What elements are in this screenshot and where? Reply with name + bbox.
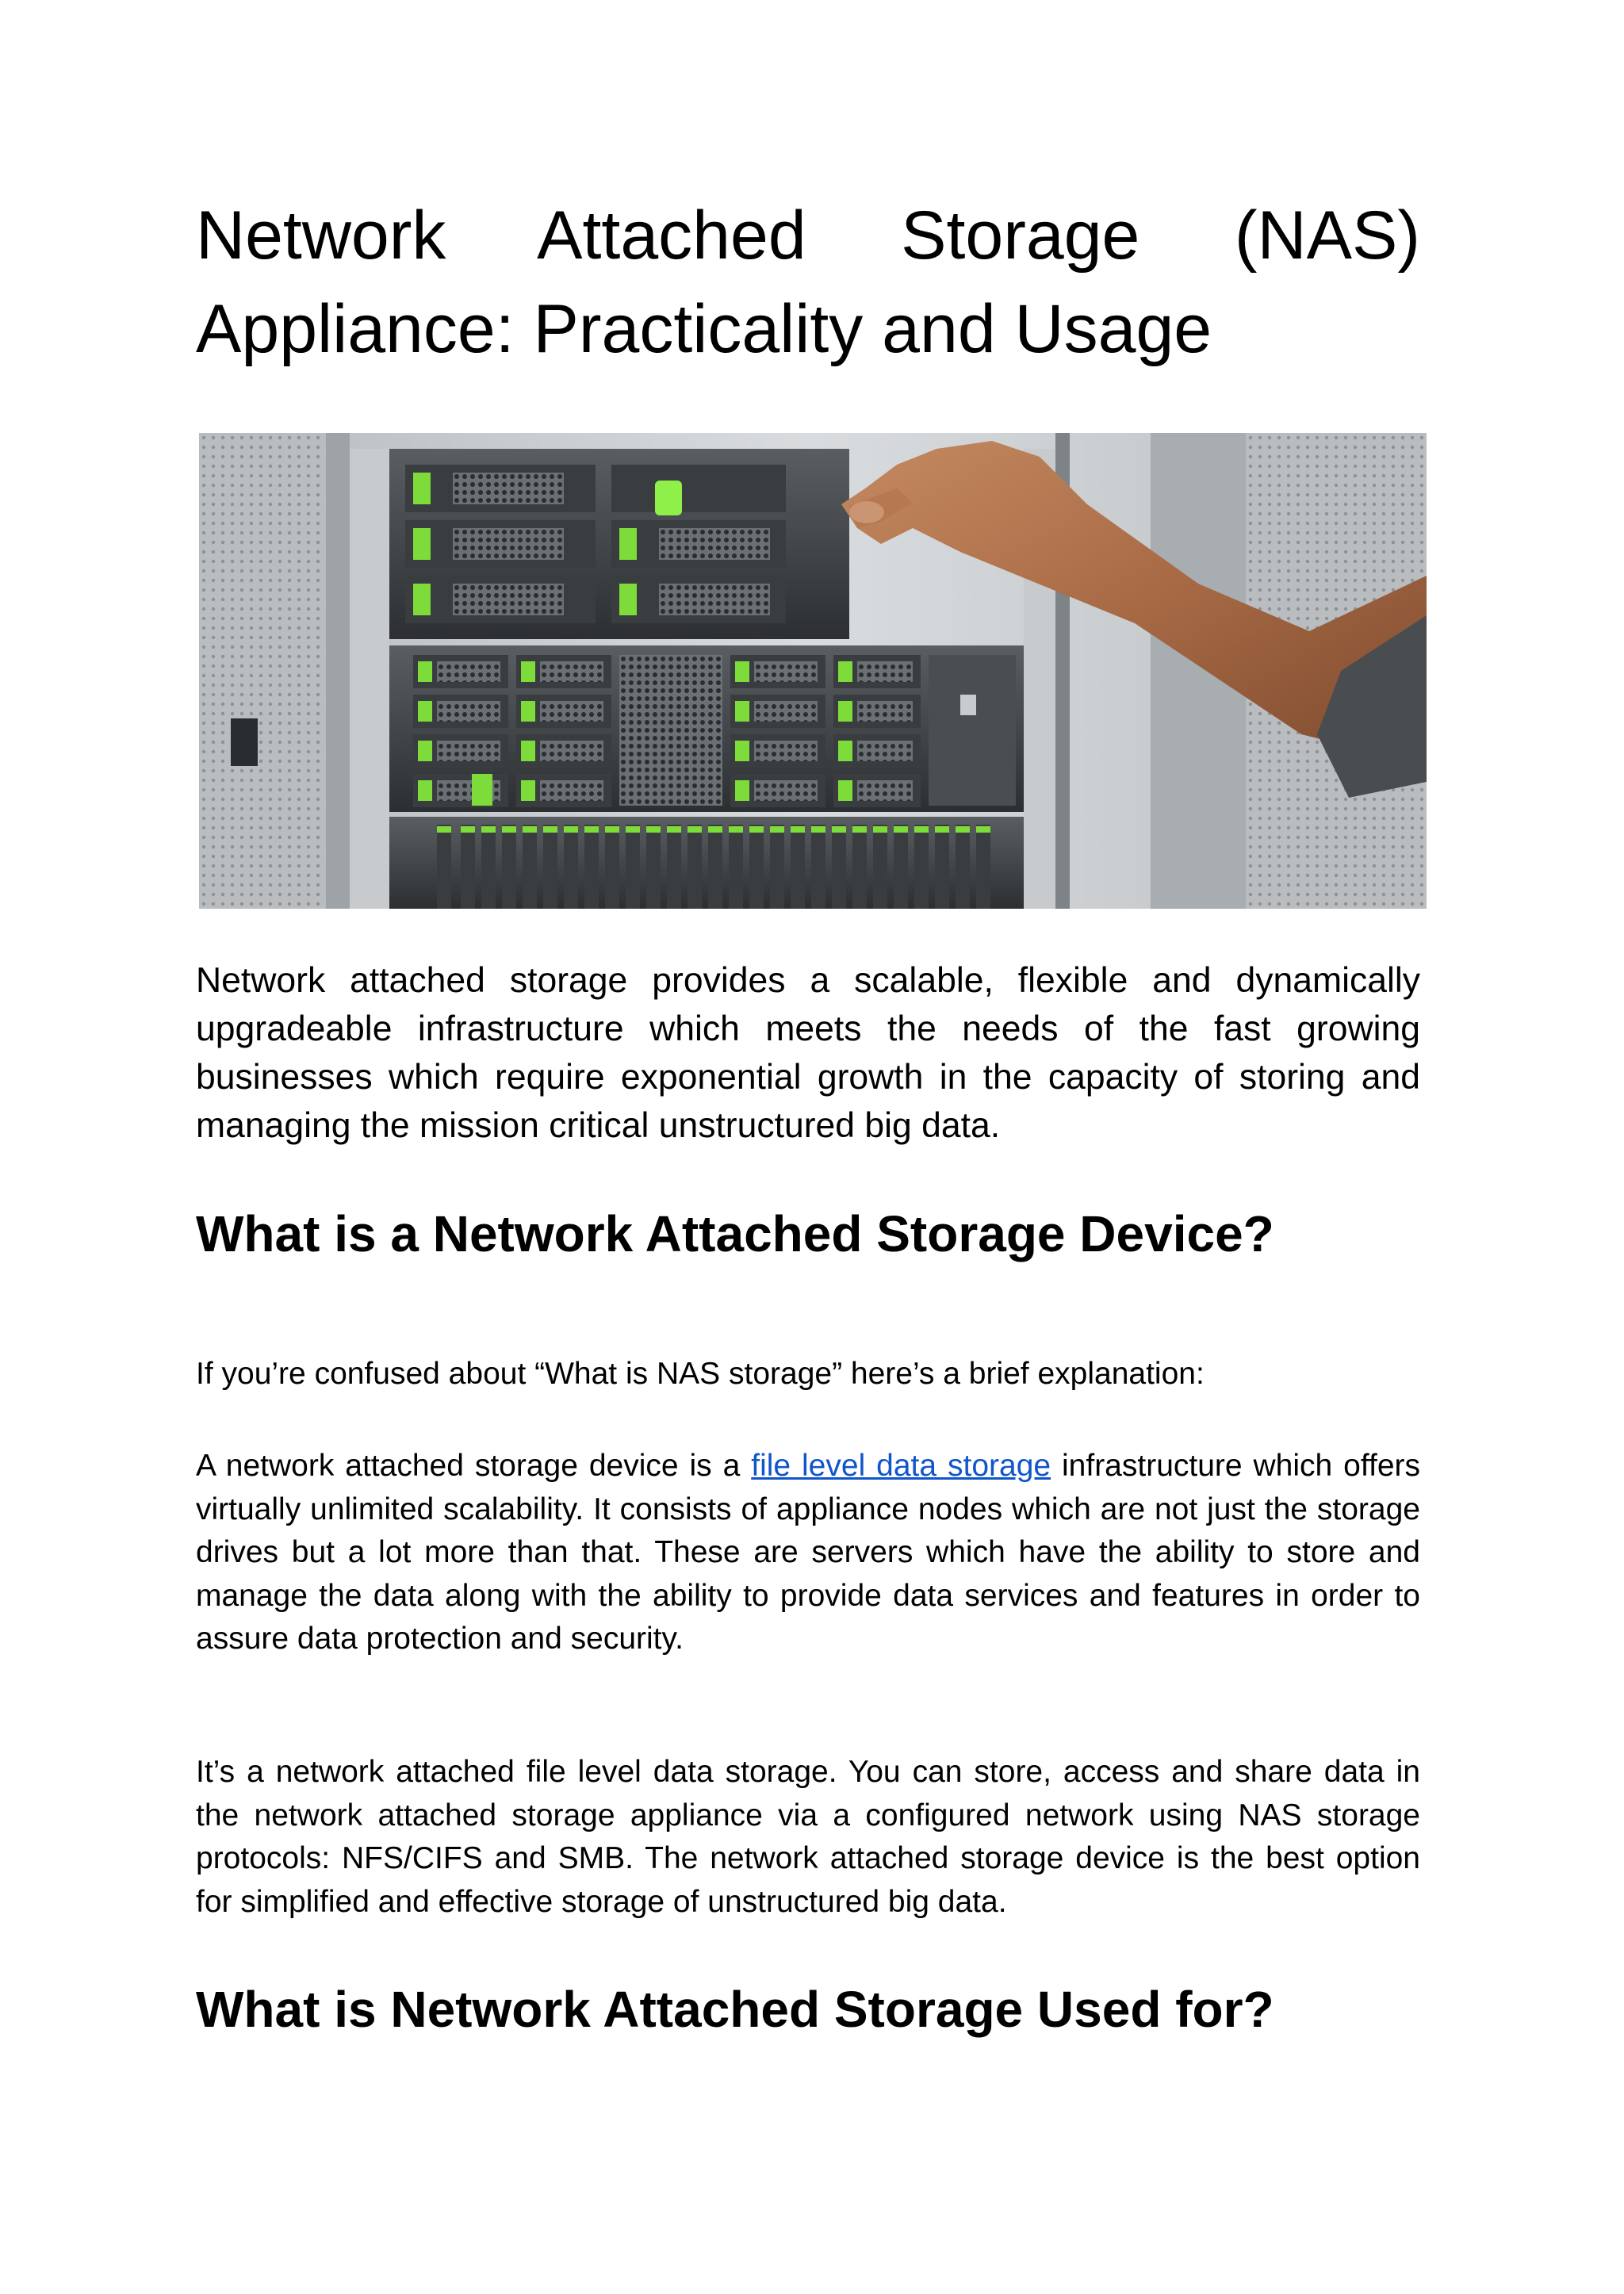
server-rack-illustration xyxy=(199,433,1427,909)
confused-paragraph: If you’re confused about “What is NAS storage” here’s a brief explanation: xyxy=(196,1357,1205,1391)
device-text-after: infrastructure which offers virtually unlimited scalability. It consists of appliance nodes which are not just the storage drives but a lot more than that. These are servers which have the ability to store and manage the data along with the ability to provide data services and features in order to assure data protection and security. xyxy=(196,1449,1420,1656)
its-paragraph: It’s a network attached file level data storage. You can store, access and share data in the network attached storage appliance via a configured network using NAS storage protocols: NFS/CIFS and SMB. The network attached storage device is the best option for simplified and effective storage of unstructured big data. xyxy=(196,1755,1420,1919)
section-heading-nas-device: What is a Network Attached Storage Device? xyxy=(196,1205,1274,1262)
page-title-line1: Network Attached Storage (NAS) xyxy=(196,197,1420,274)
file-level-data-storage-link[interactable]: file level data storage xyxy=(751,1449,1051,1483)
device-paragraph xyxy=(196,1445,1420,1661)
device-text-before: A network attached storage device is a xyxy=(196,1449,752,1483)
page-title-line2: Appliance: Practicality and Usage xyxy=(196,291,1212,367)
hero-image xyxy=(199,433,1427,909)
intro-paragraph: Network attached storage provides a scalable, flexible and dynamically upgradeable infrastructure which meets the needs of the fast growing businesses which require exponential growth in the capacity of storing and managing the mission critical unstructured big data. xyxy=(196,961,1420,1145)
page-title xyxy=(196,189,1420,376)
section-heading-nas-used-for: What is Network Attached Storage Used for? xyxy=(196,1981,1274,2038)
